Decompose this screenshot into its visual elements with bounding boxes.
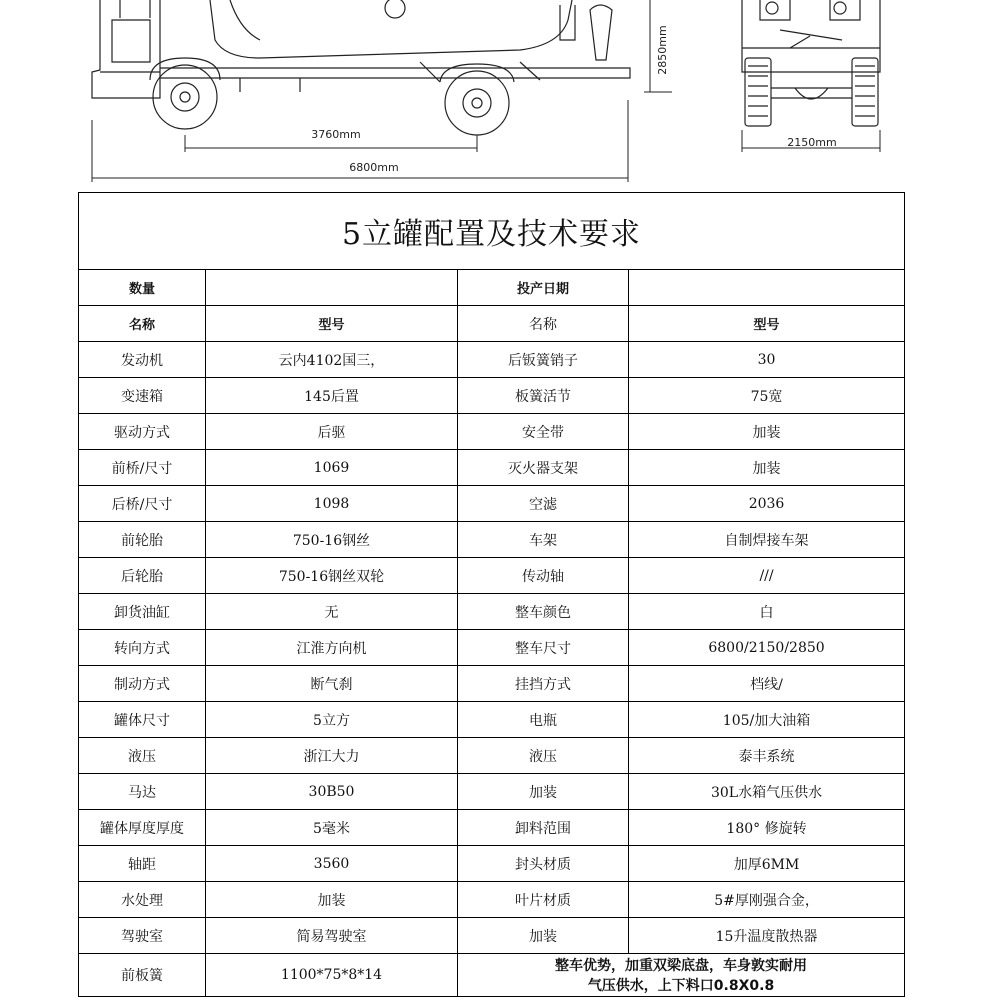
spec-value: 断气刹 bbox=[206, 666, 458, 702]
spec-value: 30 bbox=[629, 342, 905, 378]
advantage-note bbox=[458, 954, 905, 997]
spec-name: 制动方式 bbox=[79, 666, 206, 702]
spec-name: 后钣簧销子 bbox=[458, 342, 629, 378]
spec-name: 发动机 bbox=[79, 342, 206, 378]
spec-name: 液压 bbox=[458, 738, 629, 774]
wheelbase-dimension-label: 3760mm bbox=[311, 128, 361, 141]
spec-value: 75宽 bbox=[629, 378, 905, 414]
spec-value: 750-16钢丝 bbox=[206, 522, 458, 558]
spec-value: 浙江大力 bbox=[206, 738, 458, 774]
table-row bbox=[79, 882, 905, 918]
spec-name: 电瓶 bbox=[458, 702, 629, 738]
height-dimension-label: 2850mm bbox=[656, 25, 669, 75]
spec-name: 前板簧 bbox=[79, 954, 206, 997]
table-row bbox=[79, 450, 905, 486]
spec-value: 泰丰系统 bbox=[629, 738, 905, 774]
truck-technical-drawing bbox=[0, 0, 1000, 190]
spec-value: 30L水箱气压供水 bbox=[629, 774, 905, 810]
column-header-model-2: 型号 bbox=[629, 306, 905, 342]
table-row bbox=[79, 846, 905, 882]
spec-value: 江淮方向机 bbox=[206, 630, 458, 666]
spec-rows bbox=[79, 342, 905, 954]
quantity-row bbox=[79, 270, 905, 306]
spec-name: 转向方式 bbox=[79, 630, 206, 666]
spec-table bbox=[78, 192, 905, 997]
spec-name: 板簧活节 bbox=[458, 378, 629, 414]
spec-value: 云内4102国三， bbox=[206, 342, 458, 378]
spec-value: /// bbox=[629, 558, 905, 594]
spec-name: 马达 bbox=[79, 774, 206, 810]
spec-name: 后轮胎 bbox=[79, 558, 206, 594]
table-row bbox=[79, 630, 905, 666]
spec-name: 加装 bbox=[458, 918, 629, 954]
spec-value: 145后置 bbox=[206, 378, 458, 414]
advantage-note-line-2: 气压供水，上下料口0.8X0.8 bbox=[587, 978, 775, 994]
table-row bbox=[79, 486, 905, 522]
spec-name: 卸货油缸 bbox=[79, 594, 206, 630]
spec-value: 5毫米 bbox=[206, 810, 458, 846]
header-row bbox=[79, 306, 905, 342]
spec-name: 变速箱 bbox=[79, 378, 206, 414]
spec-name: 灭火器支架 bbox=[458, 450, 629, 486]
quantity-value bbox=[206, 270, 458, 306]
spec-name: 罐体厚度厚度 bbox=[79, 810, 206, 846]
spec-value: 750-16钢丝双轮 bbox=[206, 558, 458, 594]
spec-value: 无 bbox=[206, 594, 458, 630]
table-row bbox=[79, 810, 905, 846]
advantage-note-line-1: 整车优势，加重双梁底盘，车身敦实耐用 bbox=[555, 958, 808, 974]
spec-value: 白 bbox=[629, 594, 905, 630]
quantity-label: 数量 bbox=[79, 270, 206, 306]
spec-value: 加厚6MM bbox=[629, 846, 905, 882]
spec-name: 水处理 bbox=[79, 882, 206, 918]
spec-name: 前桥/尺寸 bbox=[79, 450, 206, 486]
spec-name: 挂挡方式 bbox=[458, 666, 629, 702]
spec-value: 加装 bbox=[629, 414, 905, 450]
spec-name: 加装 bbox=[458, 774, 629, 810]
spec-name: 安全带 bbox=[458, 414, 629, 450]
table-row bbox=[79, 666, 905, 702]
spec-name: 卸料范围 bbox=[458, 810, 629, 846]
spec-value: 加装 bbox=[206, 882, 458, 918]
column-header-model: 型号 bbox=[206, 306, 458, 342]
column-header-name: 名称 bbox=[79, 306, 206, 342]
table-row bbox=[79, 414, 905, 450]
table-row bbox=[79, 702, 905, 738]
spec-value: 30B50 bbox=[206, 774, 458, 810]
table-row bbox=[79, 378, 905, 414]
spec-name: 驱动方式 bbox=[79, 414, 206, 450]
table-row bbox=[79, 738, 905, 774]
table-row bbox=[79, 918, 905, 954]
spec-value: 180° 修旋转 bbox=[629, 810, 905, 846]
spec-name: 罐体尺寸 bbox=[79, 702, 206, 738]
width-dimension-label: 2150mm bbox=[787, 136, 837, 149]
spec-name: 液压 bbox=[79, 738, 206, 774]
date-label: 投产日期 bbox=[458, 270, 629, 306]
spec-value: 5#厚刚强合金， bbox=[629, 882, 905, 918]
table-row bbox=[79, 594, 905, 630]
spec-name: 轴距 bbox=[79, 846, 206, 882]
spec-name: 整车颜色 bbox=[458, 594, 629, 630]
table-row bbox=[79, 342, 905, 378]
spec-value: 1098 bbox=[206, 486, 458, 522]
spec-name: 驾驶室 bbox=[79, 918, 206, 954]
spec-value: 2036 bbox=[629, 486, 905, 522]
spec-name: 车架 bbox=[458, 522, 629, 558]
table-row bbox=[79, 522, 905, 558]
last-row bbox=[79, 954, 905, 997]
title-row bbox=[79, 193, 905, 270]
spec-value: 5立方 bbox=[206, 702, 458, 738]
spec-value: 15升温度散热器 bbox=[629, 918, 905, 954]
spec-name: 空滤 bbox=[458, 486, 629, 522]
spec-value: 1069 bbox=[206, 450, 458, 486]
spec-value: 1100*75*8*14 bbox=[206, 954, 458, 997]
table-title: 5立罐配置及技术要求 bbox=[79, 193, 905, 270]
spec-name: 后桥/尺寸 bbox=[79, 486, 206, 522]
table-row bbox=[79, 558, 905, 594]
spec-value: 加装 bbox=[629, 450, 905, 486]
spec-name: 封头材质 bbox=[458, 846, 629, 882]
column-header-name-2: 名称 bbox=[458, 306, 629, 342]
spec-value: 简易驾驶室 bbox=[206, 918, 458, 954]
spec-value: 自制焊接车架 bbox=[629, 522, 905, 558]
date-value bbox=[629, 270, 905, 306]
spec-name: 前轮胎 bbox=[79, 522, 206, 558]
spec-value: 档线/ bbox=[629, 666, 905, 702]
spec-name: 叶片材质 bbox=[458, 882, 629, 918]
spec-name: 传动轴 bbox=[458, 558, 629, 594]
spec-value: 105/加大油箱 bbox=[629, 702, 905, 738]
spec-value: 3560 bbox=[206, 846, 458, 882]
spec-name: 整车尺寸 bbox=[458, 630, 629, 666]
length-dimension-label: 6800mm bbox=[349, 161, 399, 174]
table-row bbox=[79, 774, 905, 810]
spec-value: 6800/2150/2850 bbox=[629, 630, 905, 666]
spec-value: 后驱 bbox=[206, 414, 458, 450]
